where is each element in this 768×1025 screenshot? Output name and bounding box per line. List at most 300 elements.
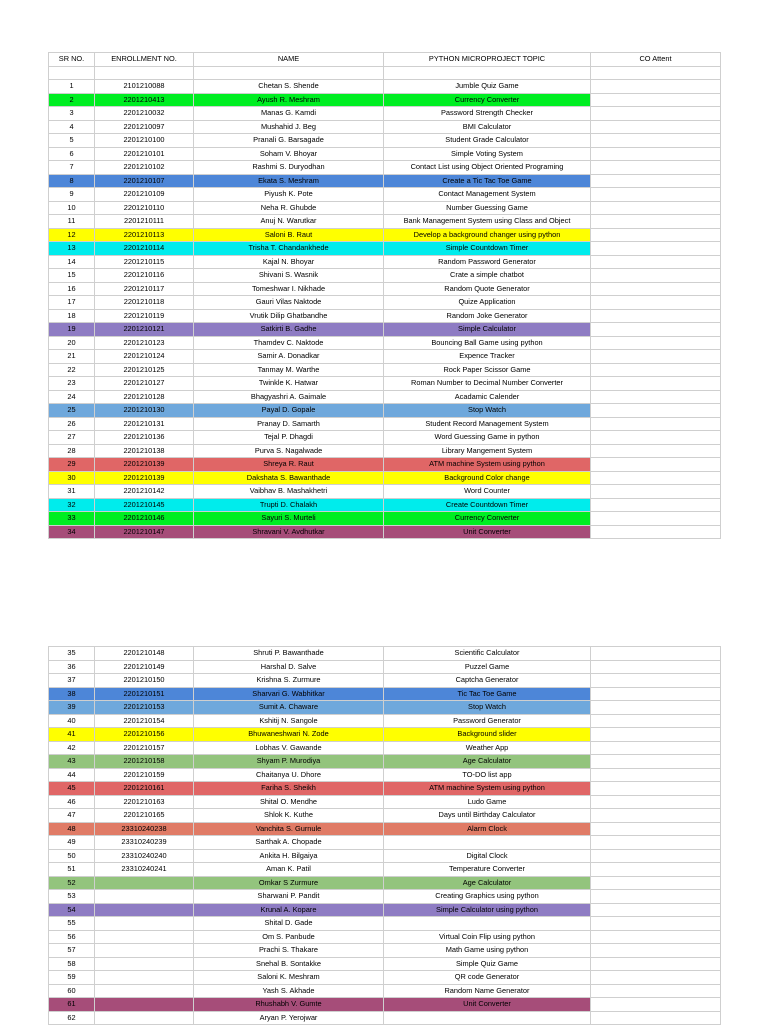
topic-cell[interactable]: Roman Number to Decimal Number Converter	[384, 377, 591, 391]
name-cell[interactable]: Ayush R. Meshram	[194, 93, 384, 107]
co-attent-cell[interactable]	[591, 161, 721, 175]
enrollment-cell[interactable]: 2201210154	[95, 714, 194, 728]
enrollment-cell[interactable]: 2201210139	[95, 458, 194, 472]
co-attent-cell[interactable]	[591, 1011, 721, 1025]
enrollment-cell[interactable]: 2201210153	[95, 701, 194, 715]
enrollment-cell[interactable]	[95, 1011, 194, 1025]
sr-no-cell[interactable]: 41	[49, 728, 95, 742]
sr-no-cell[interactable]: 17	[49, 296, 95, 310]
co-attent-cell[interactable]	[591, 350, 721, 364]
sr-no-cell[interactable]: 12	[49, 228, 95, 242]
topic-cell[interactable]: Temperature Converter	[384, 863, 591, 877]
sr-no-cell[interactable]: 52	[49, 876, 95, 890]
name-cell[interactable]: Krishna S. Zurmure	[194, 674, 384, 688]
co-attent-cell[interactable]	[591, 809, 721, 823]
co-attent-cell[interactable]	[591, 134, 721, 148]
header-co-attent[interactable]: CO Attent	[591, 53, 721, 67]
name-cell[interactable]: Tejal P. Dhagdi	[194, 431, 384, 445]
co-attent-cell[interactable]	[591, 674, 721, 688]
sr-no-cell[interactable]: 38	[49, 687, 95, 701]
topic-cell[interactable]: Days until Birthday Calculator	[384, 809, 591, 823]
sr-no-cell[interactable]: 30	[49, 471, 95, 485]
enrollment-cell[interactable]: 2201210131	[95, 417, 194, 431]
enrollment-cell[interactable]: 2201210119	[95, 309, 194, 323]
sr-no-cell[interactable]: 18	[49, 309, 95, 323]
enrollment-cell[interactable]	[95, 876, 194, 890]
co-attent-cell[interactable]	[591, 795, 721, 809]
sr-no-cell[interactable]: 5	[49, 134, 95, 148]
enrollment-cell[interactable]: 2201210130	[95, 404, 194, 418]
co-attent-cell[interactable]	[591, 404, 721, 418]
sr-no-cell[interactable]: 55	[49, 917, 95, 931]
enrollment-cell[interactable]	[95, 984, 194, 998]
enrollment-cell[interactable]: 2201210032	[95, 107, 194, 121]
header-enrollment-no[interactable]: ENROLLMENT NO.	[95, 53, 194, 67]
name-cell[interactable]: Neha R. Ghubde	[194, 201, 384, 215]
co-attent-cell[interactable]	[591, 282, 721, 296]
topic-cell[interactable]: Alarm Clock	[384, 822, 591, 836]
sr-no-cell[interactable]: 1	[49, 80, 95, 94]
topic-cell[interactable]: ATM machine System using python	[384, 782, 591, 796]
name-cell[interactable]: Snehal B. Sontakke	[194, 957, 384, 971]
header-sr-no[interactable]: SR NO.	[49, 53, 95, 67]
topic-cell[interactable]: Tic Tac Toe Game	[384, 687, 591, 701]
sr-no-cell[interactable]: 23	[49, 377, 95, 391]
name-cell[interactable]: Aman K. Patil	[194, 863, 384, 877]
enrollment-cell[interactable]	[95, 944, 194, 958]
sr-no-cell[interactable]: 6	[49, 147, 95, 161]
header-name[interactable]: NAME	[194, 53, 384, 67]
enrollment-cell[interactable]: 2201210156	[95, 728, 194, 742]
sr-no-cell[interactable]: 43	[49, 755, 95, 769]
enrollment-cell[interactable]: 2201210110	[95, 201, 194, 215]
enrollment-cell[interactable]: 2201210136	[95, 431, 194, 445]
topic-cell[interactable]: Expence Tracker	[384, 350, 591, 364]
name-cell[interactable]: Purva S. Nagalwade	[194, 444, 384, 458]
co-attent-cell[interactable]	[591, 984, 721, 998]
sr-no-cell[interactable]: 13	[49, 242, 95, 256]
sr-no-cell[interactable]: 60	[49, 984, 95, 998]
name-cell[interactable]: Samir A. Donadkar	[194, 350, 384, 364]
topic-cell[interactable]	[384, 917, 591, 931]
name-cell[interactable]: Saloni B. Raut	[194, 228, 384, 242]
co-attent-cell[interactable]	[591, 741, 721, 755]
topic-cell[interactable]: Contact List using Object Oriented Programing	[384, 161, 591, 175]
co-attent-cell[interactable]	[591, 714, 721, 728]
name-cell[interactable]: Soham V. Bhoyar	[194, 147, 384, 161]
sr-no-cell[interactable]: 53	[49, 890, 95, 904]
enrollment-cell[interactable]: 2201210115	[95, 255, 194, 269]
name-cell[interactable]: Vaibhav B. Mashakhetri	[194, 485, 384, 499]
topic-cell[interactable]: Bouncing Ball Game using python	[384, 336, 591, 350]
empty-cell[interactable]	[384, 66, 591, 80]
sr-no-cell[interactable]: 44	[49, 768, 95, 782]
name-cell[interactable]: Trupti D. Chalakh	[194, 498, 384, 512]
name-cell[interactable]: Lobhas V. Gawande	[194, 741, 384, 755]
enrollment-cell[interactable]: 2201210114	[95, 242, 194, 256]
name-cell[interactable]: Om S. Panbude	[194, 930, 384, 944]
co-attent-cell[interactable]	[591, 147, 721, 161]
sr-no-cell[interactable]: 45	[49, 782, 95, 796]
enrollment-cell[interactable]: 2201210150	[95, 674, 194, 688]
name-cell[interactable]: Payal D. Gopale	[194, 404, 384, 418]
co-attent-cell[interactable]	[591, 93, 721, 107]
enrollment-cell[interactable]	[95, 890, 194, 904]
topic-cell[interactable]: Random Quote Generator	[384, 282, 591, 296]
sr-no-cell[interactable]: 35	[49, 647, 95, 661]
name-cell[interactable]: Anuj N. Warutkar	[194, 215, 384, 229]
name-cell[interactable]: Sharwani P. Pandit	[194, 890, 384, 904]
co-attent-cell[interactable]	[591, 188, 721, 202]
name-cell[interactable]: Rhushabh V. Gumte	[194, 998, 384, 1012]
sr-no-cell[interactable]: 29	[49, 458, 95, 472]
enrollment-cell[interactable]: 2201210100	[95, 134, 194, 148]
co-attent-cell[interactable]	[591, 431, 721, 445]
co-attent-cell[interactable]	[591, 836, 721, 850]
topic-cell[interactable]: Random Joke Generator	[384, 309, 591, 323]
sr-no-cell[interactable]: 40	[49, 714, 95, 728]
sr-no-cell[interactable]: 8	[49, 174, 95, 188]
co-attent-cell[interactable]	[591, 390, 721, 404]
name-cell[interactable]: Bhuwaneshwari N. Zode	[194, 728, 384, 742]
co-attent-cell[interactable]	[591, 755, 721, 769]
name-cell[interactable]: Shruti P. Bawanthade	[194, 647, 384, 661]
co-attent-cell[interactable]	[591, 458, 721, 472]
co-attent-cell[interactable]	[591, 417, 721, 431]
sr-no-cell[interactable]: 3	[49, 107, 95, 121]
name-cell[interactable]: Pranay D. Samarth	[194, 417, 384, 431]
co-attent-cell[interactable]	[591, 363, 721, 377]
topic-cell[interactable]: Currency Converter	[384, 512, 591, 526]
sr-no-cell[interactable]: 58	[49, 957, 95, 971]
sr-no-cell[interactable]: 14	[49, 255, 95, 269]
co-attent-cell[interactable]	[591, 944, 721, 958]
sr-no-cell[interactable]: 25	[49, 404, 95, 418]
name-cell[interactable]: Sayuri S. Murteli	[194, 512, 384, 526]
co-attent-cell[interactable]	[591, 782, 721, 796]
enrollment-cell[interactable]: 2201210139	[95, 471, 194, 485]
co-attent-cell[interactable]	[591, 822, 721, 836]
co-attent-cell[interactable]	[591, 471, 721, 485]
co-attent-cell[interactable]	[591, 242, 721, 256]
enrollment-cell[interactable]: 2201210161	[95, 782, 194, 796]
name-cell[interactable]: Shivani S. Wasnik	[194, 269, 384, 283]
co-attent-cell[interactable]	[591, 201, 721, 215]
topic-cell[interactable]: Digital Clock	[384, 849, 591, 863]
enrollment-cell[interactable]: 2201210107	[95, 174, 194, 188]
name-cell[interactable]: Harshal D. Salve	[194, 660, 384, 674]
sr-no-cell[interactable]: 2	[49, 93, 95, 107]
enrollment-cell[interactable]: 23310240238	[95, 822, 194, 836]
enrollment-cell[interactable]: 2201210123	[95, 336, 194, 350]
enrollment-cell[interactable]: 2201210097	[95, 120, 194, 134]
co-attent-cell[interactable]	[591, 228, 721, 242]
sr-no-cell[interactable]: 22	[49, 363, 95, 377]
topic-cell[interactable]: Develop a background changer using python	[384, 228, 591, 242]
name-cell[interactable]: Shital D. Gade	[194, 917, 384, 931]
co-attent-cell[interactable]	[591, 876, 721, 890]
enrollment-cell[interactable]: 23310240240	[95, 849, 194, 863]
topic-cell[interactable]: Word Counter	[384, 485, 591, 499]
name-cell[interactable]: Sharvari G. Wabhitkar	[194, 687, 384, 701]
enrollment-cell[interactable]	[95, 971, 194, 985]
sr-no-cell[interactable]: 16	[49, 282, 95, 296]
name-cell[interactable]: Krunal A. Kopare	[194, 903, 384, 917]
name-cell[interactable]: Tanmay M. Warthe	[194, 363, 384, 377]
topic-cell[interactable]: Word Guessing Game in python	[384, 431, 591, 445]
name-cell[interactable]: Aryan P. Yerojwar	[194, 1011, 384, 1025]
topic-cell[interactable]: Password Generator	[384, 714, 591, 728]
sr-no-cell[interactable]: 26	[49, 417, 95, 431]
name-cell[interactable]: Fariha S. Sheikh	[194, 782, 384, 796]
sr-no-cell[interactable]: 33	[49, 512, 95, 526]
name-cell[interactable]: Shyam P. Murodiya	[194, 755, 384, 769]
co-attent-cell[interactable]	[591, 336, 721, 350]
enrollment-cell[interactable]: 2201210102	[95, 161, 194, 175]
sr-no-cell[interactable]: 42	[49, 741, 95, 755]
topic-cell[interactable]: Math Game using python	[384, 944, 591, 958]
enrollment-cell[interactable]: 2201210142	[95, 485, 194, 499]
co-attent-cell[interactable]	[591, 377, 721, 391]
co-attent-cell[interactable]	[591, 323, 721, 337]
sr-no-cell[interactable]: 27	[49, 431, 95, 445]
topic-cell[interactable]: Library Mangement System	[384, 444, 591, 458]
topic-cell[interactable]: Quize Application	[384, 296, 591, 310]
topic-cell[interactable]: Simple Countdown Timer	[384, 242, 591, 256]
topic-cell[interactable]: Contact Management System	[384, 188, 591, 202]
topic-cell[interactable]: Random Name Generator	[384, 984, 591, 998]
enrollment-cell[interactable]: 2201210117	[95, 282, 194, 296]
enrollment-cell[interactable]: 2201210127	[95, 377, 194, 391]
enrollment-cell[interactable]	[95, 998, 194, 1012]
co-attent-cell[interactable]	[591, 296, 721, 310]
co-attent-cell[interactable]	[591, 647, 721, 661]
enrollment-cell[interactable]: 2201210148	[95, 647, 194, 661]
co-attent-cell[interactable]	[591, 849, 721, 863]
co-attent-cell[interactable]	[591, 444, 721, 458]
enrollment-cell[interactable]: 2201210116	[95, 269, 194, 283]
sr-no-cell[interactable]: 21	[49, 350, 95, 364]
sr-no-cell[interactable]: 59	[49, 971, 95, 985]
topic-cell[interactable]: Rock Paper Scissor Game	[384, 363, 591, 377]
topic-cell[interactable]: Number Guessing Game	[384, 201, 591, 215]
sr-no-cell[interactable]: 56	[49, 930, 95, 944]
name-cell[interactable]: Vrutik Dilip Ghatbandhe	[194, 309, 384, 323]
enrollment-cell[interactable]	[95, 917, 194, 931]
sr-no-cell[interactable]: 48	[49, 822, 95, 836]
co-attent-cell[interactable]	[591, 269, 721, 283]
topic-cell[interactable]: Stop Watch	[384, 404, 591, 418]
co-attent-cell[interactable]	[591, 957, 721, 971]
enrollment-cell[interactable]: 2201210163	[95, 795, 194, 809]
name-cell[interactable]: Bhagyashri A. Gaimale	[194, 390, 384, 404]
co-attent-cell[interactable]	[591, 120, 721, 134]
name-cell[interactable]: Ekata S. Meshram	[194, 174, 384, 188]
name-cell[interactable]: Shlok K. Kuthe	[194, 809, 384, 823]
name-cell[interactable]: Kshitij N. Sangole	[194, 714, 384, 728]
topic-cell[interactable]: QR code Generator	[384, 971, 591, 985]
enrollment-cell[interactable]: 2201210128	[95, 390, 194, 404]
topic-cell[interactable]: Create Countdown Timer	[384, 498, 591, 512]
enrollment-cell[interactable]: 23310240239	[95, 836, 194, 850]
co-attent-cell[interactable]	[591, 660, 721, 674]
empty-cell[interactable]	[194, 66, 384, 80]
sr-no-cell[interactable]: 46	[49, 795, 95, 809]
topic-cell[interactable]: Scientific Calculator	[384, 647, 591, 661]
topic-cell[interactable]: Creating Graphics using python	[384, 890, 591, 904]
topic-cell[interactable]: ATM machine System using python	[384, 458, 591, 472]
sr-no-cell[interactable]: 4	[49, 120, 95, 134]
name-cell[interactable]: Mushahid J. Beg	[194, 120, 384, 134]
co-attent-cell[interactable]	[591, 485, 721, 499]
sr-no-cell[interactable]: 20	[49, 336, 95, 350]
sr-no-cell[interactable]: 11	[49, 215, 95, 229]
topic-cell[interactable]: Bank Management System using Class and Object	[384, 215, 591, 229]
enrollment-cell[interactable]	[95, 930, 194, 944]
name-cell[interactable]: Chetan S. Shende	[194, 80, 384, 94]
sr-no-cell[interactable]: 7	[49, 161, 95, 175]
sr-no-cell[interactable]: 57	[49, 944, 95, 958]
sr-no-cell[interactable]: 39	[49, 701, 95, 715]
sr-no-cell[interactable]: 34	[49, 525, 95, 539]
sr-no-cell[interactable]: 51	[49, 863, 95, 877]
topic-cell[interactable]: Unit Converter	[384, 525, 591, 539]
name-cell[interactable]: Dakshata S. Bawanthade	[194, 471, 384, 485]
co-attent-cell[interactable]	[591, 80, 721, 94]
name-cell[interactable]: Prachi S. Thakare	[194, 944, 384, 958]
co-attent-cell[interactable]	[591, 768, 721, 782]
topic-cell[interactable]: Currency Converter	[384, 93, 591, 107]
name-cell[interactable]: Shravani V. Avdhutkar	[194, 525, 384, 539]
sr-no-cell[interactable]: 37	[49, 674, 95, 688]
name-cell[interactable]: Thamdev C. Naktode	[194, 336, 384, 350]
name-cell[interactable]: Shital O. Mendhe	[194, 795, 384, 809]
name-cell[interactable]: Shreya R. Raut	[194, 458, 384, 472]
topic-cell[interactable]: Virtual Coin Flip using python	[384, 930, 591, 944]
enrollment-cell[interactable]: 2201210101	[95, 147, 194, 161]
sr-no-cell[interactable]: 49	[49, 836, 95, 850]
topic-cell[interactable]: Stop Watch	[384, 701, 591, 715]
co-attent-cell[interactable]	[591, 512, 721, 526]
name-cell[interactable]: Kajal N. Bhoyar	[194, 255, 384, 269]
name-cell[interactable]: Piyush K. Pote	[194, 188, 384, 202]
topic-cell[interactable]: Crate a simple chatbot	[384, 269, 591, 283]
topic-cell[interactable]: Simple Calculator	[384, 323, 591, 337]
topic-cell[interactable]: Jumble Quiz Game	[384, 80, 591, 94]
name-cell[interactable]: Saloni K. Meshram	[194, 971, 384, 985]
topic-cell[interactable]: Age Calculator	[384, 755, 591, 769]
enrollment-cell[interactable]: 2201210111	[95, 215, 194, 229]
name-cell[interactable]: Ankita H. Bilgaiya	[194, 849, 384, 863]
co-attent-cell[interactable]	[591, 498, 721, 512]
sr-no-cell[interactable]: 50	[49, 849, 95, 863]
enrollment-cell[interactable]: 2201210158	[95, 755, 194, 769]
sr-no-cell[interactable]: 31	[49, 485, 95, 499]
co-attent-cell[interactable]	[591, 255, 721, 269]
co-attent-cell[interactable]	[591, 971, 721, 985]
enrollment-cell[interactable]: 2201210146	[95, 512, 194, 526]
topic-cell[interactable]: Random Password Generator	[384, 255, 591, 269]
enrollment-cell[interactable]	[95, 957, 194, 971]
sr-no-cell[interactable]: 10	[49, 201, 95, 215]
name-cell[interactable]: Satkirti B. Gadhe	[194, 323, 384, 337]
co-attent-cell[interactable]	[591, 525, 721, 539]
sr-no-cell[interactable]: 36	[49, 660, 95, 674]
topic-cell[interactable]: Background Color change	[384, 471, 591, 485]
topic-cell[interactable]: TO-DO list app	[384, 768, 591, 782]
topic-cell[interactable]: BMI Calculator	[384, 120, 591, 134]
empty-cell[interactable]	[49, 66, 95, 80]
header-topic[interactable]: PYTHON MICROPROJECT TOPIC	[384, 53, 591, 67]
enrollment-cell[interactable]: 2201210121	[95, 323, 194, 337]
enrollment-cell[interactable]: 2201210109	[95, 188, 194, 202]
co-attent-cell[interactable]	[591, 917, 721, 931]
name-cell[interactable]: Rashmi S. Duryodhan	[194, 161, 384, 175]
name-cell[interactable]: Tomeshwar I. Nikhade	[194, 282, 384, 296]
co-attent-cell[interactable]	[591, 863, 721, 877]
name-cell[interactable]: Sumit A. Chaware	[194, 701, 384, 715]
co-attent-cell[interactable]	[591, 687, 721, 701]
co-attent-cell[interactable]	[591, 309, 721, 323]
co-attent-cell[interactable]	[591, 903, 721, 917]
co-attent-cell[interactable]	[591, 107, 721, 121]
sr-no-cell[interactable]: 47	[49, 809, 95, 823]
enrollment-cell[interactable]: 23310240241	[95, 863, 194, 877]
enrollment-cell[interactable]: 2201210159	[95, 768, 194, 782]
enrollment-cell[interactable]: 2201210124	[95, 350, 194, 364]
sr-no-cell[interactable]: 24	[49, 390, 95, 404]
co-attent-cell[interactable]	[591, 174, 721, 188]
sr-no-cell[interactable]: 15	[49, 269, 95, 283]
name-cell[interactable]: Trisha T. Chandankhede	[194, 242, 384, 256]
sr-no-cell[interactable]: 9	[49, 188, 95, 202]
topic-cell[interactable]: Password Strength Checker	[384, 107, 591, 121]
name-cell[interactable]: Vanchita S. Gurnule	[194, 822, 384, 836]
enrollment-cell[interactable]	[95, 903, 194, 917]
name-cell[interactable]: Chaitanya U. Dhore	[194, 768, 384, 782]
enrollment-cell[interactable]: 2201210151	[95, 687, 194, 701]
enrollment-cell[interactable]: 2101210088	[95, 80, 194, 94]
topic-cell[interactable]	[384, 1011, 591, 1025]
co-attent-cell[interactable]	[591, 930, 721, 944]
empty-cell[interactable]	[591, 66, 721, 80]
enrollment-cell[interactable]: 2201210149	[95, 660, 194, 674]
topic-cell[interactable]	[384, 836, 591, 850]
enrollment-cell[interactable]: 2201210147	[95, 525, 194, 539]
topic-cell[interactable]: Simple Quiz Game	[384, 957, 591, 971]
enrollment-cell[interactable]: 2201210118	[95, 296, 194, 310]
sr-no-cell[interactable]: 54	[49, 903, 95, 917]
topic-cell[interactable]: Student Record Management System	[384, 417, 591, 431]
name-cell[interactable]: Omkar S Zurmure	[194, 876, 384, 890]
co-attent-cell[interactable]	[591, 701, 721, 715]
name-cell[interactable]: Pranali G. Barsagade	[194, 134, 384, 148]
co-attent-cell[interactable]	[591, 215, 721, 229]
sr-no-cell[interactable]: 19	[49, 323, 95, 337]
enrollment-cell[interactable]: 2201210113	[95, 228, 194, 242]
name-cell[interactable]: Yash S. Akhade	[194, 984, 384, 998]
topic-cell[interactable]: Create a Tic Tac Toe Game	[384, 174, 591, 188]
enrollment-cell[interactable]: 2201210165	[95, 809, 194, 823]
name-cell[interactable]: Twinkle K. Hatwar	[194, 377, 384, 391]
topic-cell[interactable]: Acadamic Calender	[384, 390, 591, 404]
enrollment-cell[interactable]: 2201210157	[95, 741, 194, 755]
topic-cell[interactable]: Simple Voting System	[384, 147, 591, 161]
co-attent-cell[interactable]	[591, 998, 721, 1012]
topic-cell[interactable]: Unit Converter	[384, 998, 591, 1012]
enrollment-cell[interactable]: 2201210413	[95, 93, 194, 107]
enrollment-cell[interactable]: 2201210125	[95, 363, 194, 377]
